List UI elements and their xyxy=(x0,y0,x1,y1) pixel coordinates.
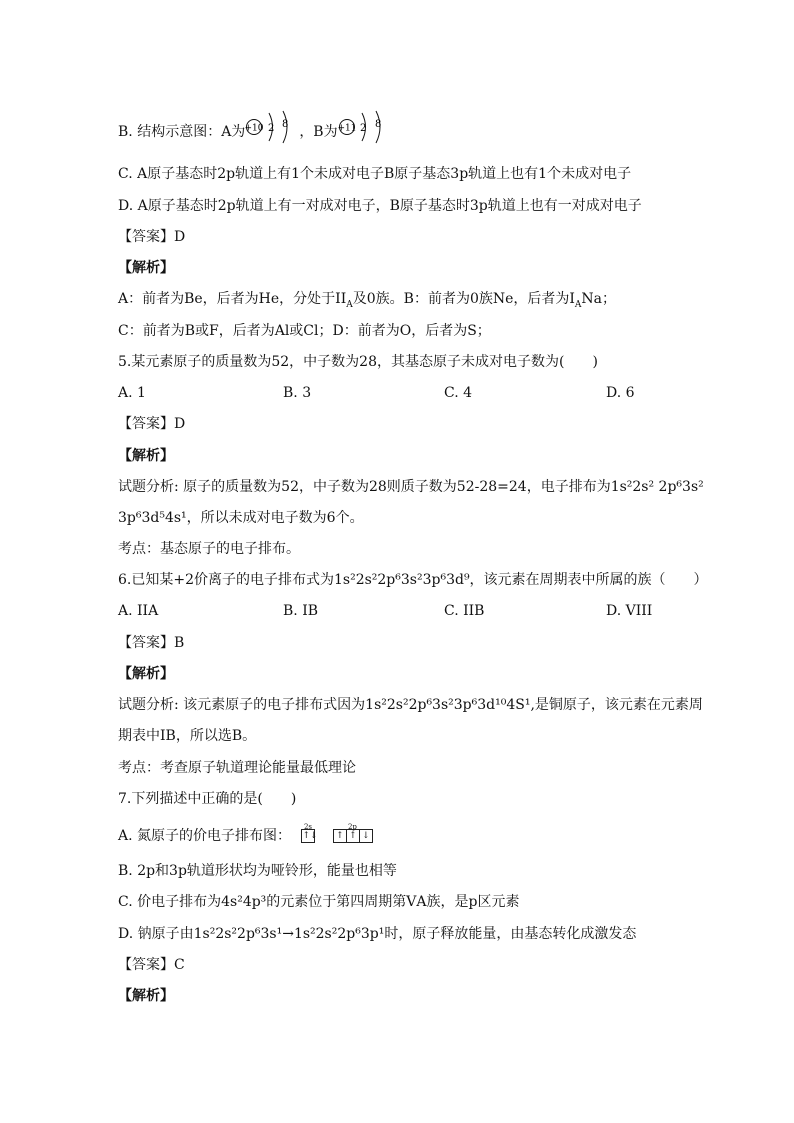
q6-analysis-line-2: 期表中IB，所以选B。 xyxy=(118,728,257,744)
q5-option-d: D. 6 xyxy=(606,385,635,401)
q4-option-b-mid: ，B为 xyxy=(299,124,338,140)
q4-option-b-text: B. 结构示意图：A为 xyxy=(118,124,246,140)
orbital-2p-box-3: ↓ xyxy=(359,829,373,843)
q5-option-b: B. 3 xyxy=(283,385,312,401)
q6-answer: 【答案】B xyxy=(118,635,185,651)
q5-option-a: A. 1 xyxy=(118,385,146,401)
q4-analysis-line-1: A：前者为Be，后者为He，分处于$II_A$及0族。B：前者为0族Ne，后者为$I_ANa$； xyxy=(118,291,617,310)
q6-analysis-line-1: 试题分析: 该元素原子的电子排布式因为1s²2s²2p⁶3s²3p⁶3d¹⁰4S¹,是铜原子，该元素在元素周 xyxy=(118,697,703,713)
q5-analysis-line-1: 试题分析: 原子的质量数为52，中子数为28则质子数为52-28=24，电子排布为1s²2s² 2p⁶3s² xyxy=(118,479,704,495)
atom-a-shell-1: 2 xyxy=(268,123,275,134)
q7-option-c: C. 价电子排布为4s²4p³的元素位于第四周期第ⅤA族，是p区元素 xyxy=(118,894,520,910)
q7-analysis-heading: 【解析】 xyxy=(118,988,174,1004)
q5-answer: 【答案】D xyxy=(118,416,186,432)
q6-option-c: C. IIB xyxy=(444,603,485,619)
q5-kaodian: 考点：基态原子的电子排布。 xyxy=(118,541,300,557)
orbital-2s-box: ↑↓ xyxy=(302,831,318,841)
orbital-2p-box-2: ↑ xyxy=(346,829,360,843)
orbital-2p-box-1: ↑ xyxy=(333,829,347,843)
q4-answer: 【答案】D xyxy=(118,229,186,245)
atom-a-nucleus: +10 xyxy=(245,123,264,134)
q6-stem: 6.已知某+2价离子的电子排布式为1s²2s²2p⁶3s²3p⁶3d⁹，该元素在周期表中所属的族（ ） xyxy=(118,572,708,588)
q6-option-d: D. VIII xyxy=(606,603,653,619)
q7-stem: 7.下列描述中正确的是( ) xyxy=(118,791,297,807)
q6-kaodian: 考点：考查原子轨道理论能量最低理论 xyxy=(118,760,356,776)
q4-option-c: C. A原子基态时2p轨道上有1个未成对电子B原子基态3p轨道上也有1个未成对电子 xyxy=(118,166,632,182)
q6-option-b: B. IB xyxy=(283,603,319,619)
atom-b-diagram xyxy=(338,107,392,147)
q7-option-a-text: A. 氮原子的价电子排布图： xyxy=(118,828,292,844)
q7-option-d: D. 钠原子由1s²2s²2p⁶3s¹→1s²2s²2p⁶3p¹时，原子释放能量，由基态转化成激发态 xyxy=(118,926,637,942)
atom-b-nucleus: +11 xyxy=(337,123,357,134)
q5-stem: 5.某元素原子的质量数为52，中子数为28，其基态原子未成对电子数为( ) xyxy=(118,354,598,370)
q5-analysis-heading: 【解析】 xyxy=(118,448,174,464)
q7-option-a xyxy=(118,823,372,846)
q4-option-b xyxy=(118,117,392,147)
orbital-2p: 2p ↑ ↑ ↓ xyxy=(333,826,372,846)
q5-option-c: C. 4 xyxy=(444,385,473,401)
atom-a-diagram xyxy=(245,107,299,147)
q4-analysis-line-2: C：前者为B或F，后者为Al或Cl；D：前者为O，后者为S； xyxy=(118,323,491,339)
q4-analysis-heading: 【解析】 xyxy=(118,260,174,276)
q6-analysis-heading: 【解析】 xyxy=(118,666,174,682)
atom-b-shell-1: 2 xyxy=(359,123,366,134)
q6-option-a: A. IIA xyxy=(118,603,159,619)
q5-analysis-line-2: 3p⁶3d⁵4s¹，所以未成对电子数为6个。 xyxy=(118,510,364,526)
atom-a-shell-2: 8 xyxy=(282,119,289,130)
atom-b-shell-2: 8 xyxy=(374,119,381,130)
q4-option-d: D. A原子基态时2p轨道上有一对成对电子，B原子基态时3p轨道上也有一对成对电子 xyxy=(118,198,642,214)
orbital-2s: 2s ↑↓ xyxy=(302,823,318,841)
q7-option-b: B. 2p和3p轨道形状均为哑铃形，能量也相等 xyxy=(118,863,397,879)
q7-answer: 【答案】C xyxy=(118,957,185,973)
